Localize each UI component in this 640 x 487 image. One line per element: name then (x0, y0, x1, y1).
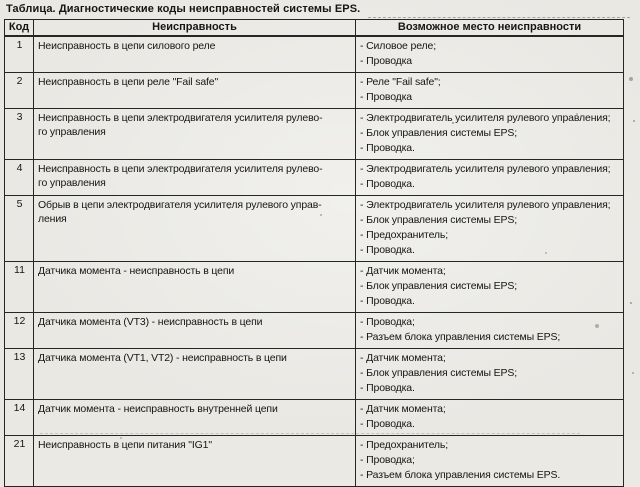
fault-cell (34, 73, 356, 109)
code-cell: 1 (5, 36, 34, 73)
location-item: - Проводка. (360, 382, 415, 394)
location-cell (356, 73, 624, 109)
table-header (5, 20, 624, 37)
location-item: - Разъем блока управления системы EPS; (360, 331, 561, 343)
location-item: - Силовое реле; (360, 40, 436, 52)
location-cell (356, 313, 624, 349)
location-item: - Проводка. (360, 142, 415, 154)
fault-line: Датчика момента (VT1, VT2) - неисправность в цепи (38, 352, 287, 364)
fault-cell (34, 196, 356, 262)
location-item: - Блок управления системы EPS; (360, 280, 517, 292)
code-cell: 2 (5, 73, 34, 109)
fault-cell (34, 349, 356, 400)
location-item: - Предохранитель; (360, 439, 448, 451)
table-title: Таблица. Диагностические коды неисправностей системы EPS. (6, 3, 361, 15)
table-row (5, 109, 624, 160)
location-item: - Проводка. (360, 244, 415, 256)
location-item: - Проводка. (360, 295, 415, 307)
code-cell: 13 (5, 349, 34, 400)
code-cell: 5 (5, 196, 34, 262)
location-item: - Проводка (360, 91, 412, 103)
fault-cell (34, 313, 356, 349)
diagnostic-codes-table (4, 19, 624, 487)
location-item: - Проводка (360, 55, 412, 67)
location-cell (356, 109, 624, 160)
fault-cell (34, 160, 356, 196)
location-cell (356, 262, 624, 313)
fault-line: Неисправность в цепи электродвигателя усилителя рулево- (38, 112, 323, 124)
fault-line: Неисправность в цепи силового реле (38, 40, 216, 52)
fault-cell (34, 400, 356, 436)
fault-line: Датчика момента (VT3) - неисправность в цепи (38, 316, 263, 328)
location-item: - Электродвигатель усилителя рулевого управления; (360, 199, 611, 211)
location-item: - Проводка. (360, 418, 415, 430)
header-code: Код (5, 20, 34, 37)
table-row (5, 313, 624, 349)
location-item: - Датчик момента; (360, 265, 446, 277)
table-row (5, 73, 624, 109)
code-cell: 12 (5, 313, 34, 349)
location-item: - Проводка. (360, 178, 415, 190)
location-item: - Блок управления системы EPS; (360, 367, 517, 379)
fault-line: Неисправность в цепи реле "Fail safe" (38, 76, 219, 88)
location-item: - Электродвигатель усилителя рулевого управления; (360, 163, 611, 175)
fault-line: го управления (38, 177, 106, 189)
header-row (5, 20, 624, 37)
location-cell (356, 160, 624, 196)
fault-line: Неисправность в цепи питания "IG1" (38, 439, 212, 451)
header-fault: Неисправность (34, 20, 356, 37)
location-item: - Датчик момента; (360, 352, 446, 364)
table-row (5, 160, 624, 196)
header-location: Возможное место неисправности (356, 20, 624, 37)
location-item: - Реле "Fail safe"; (360, 76, 441, 88)
fault-line: Датчик момента - неисправность внутренней цепи (38, 403, 278, 415)
location-cell (356, 400, 624, 436)
location-item: - Датчик момента; (360, 403, 446, 415)
fault-line: Обрыв в цепи электродвигателя усилителя рулевого управ- (38, 199, 322, 211)
location-cell (356, 196, 624, 262)
code-cell: 3 (5, 109, 34, 160)
code-cell: 14 (5, 400, 34, 436)
table-row (5, 436, 624, 487)
table-row (5, 262, 624, 313)
location-item: - Проводка; (360, 316, 415, 328)
fault-line: го управления (38, 126, 106, 138)
table-row (5, 36, 624, 73)
location-cell (356, 349, 624, 400)
fault-line: Неисправность в цепи электродвигателя усилителя рулево- (38, 163, 323, 175)
scan-artifact-line (368, 17, 630, 18)
scan-noise (0, 0, 2, 2)
location-item: - Блок управления системы EPS; (360, 214, 517, 226)
location-item: - Электродвигатель усилителя рулевого управления; (360, 112, 611, 124)
fault-line: Датчика момента - неисправность в цепи (38, 265, 235, 277)
table-row (5, 349, 624, 400)
location-item: - Разъем блока управления системы EPS. (360, 469, 561, 481)
location-item: - Проводка; (360, 454, 415, 466)
fault-cell (34, 109, 356, 160)
table-row (5, 400, 624, 436)
code-cell: 21 (5, 436, 34, 487)
location-item: - Предохранитель; (360, 229, 448, 241)
fault-cell (34, 36, 356, 73)
code-cell: 4 (5, 160, 34, 196)
location-cell (356, 36, 624, 73)
table-body (5, 36, 624, 487)
fault-cell (34, 262, 356, 313)
location-item: - Блок управления системы EPS; (360, 127, 517, 139)
code-cell: 11 (5, 262, 34, 313)
location-cell (356, 436, 624, 487)
fault-cell (34, 436, 356, 487)
fault-line: ления (38, 213, 67, 225)
table-row (5, 196, 624, 262)
